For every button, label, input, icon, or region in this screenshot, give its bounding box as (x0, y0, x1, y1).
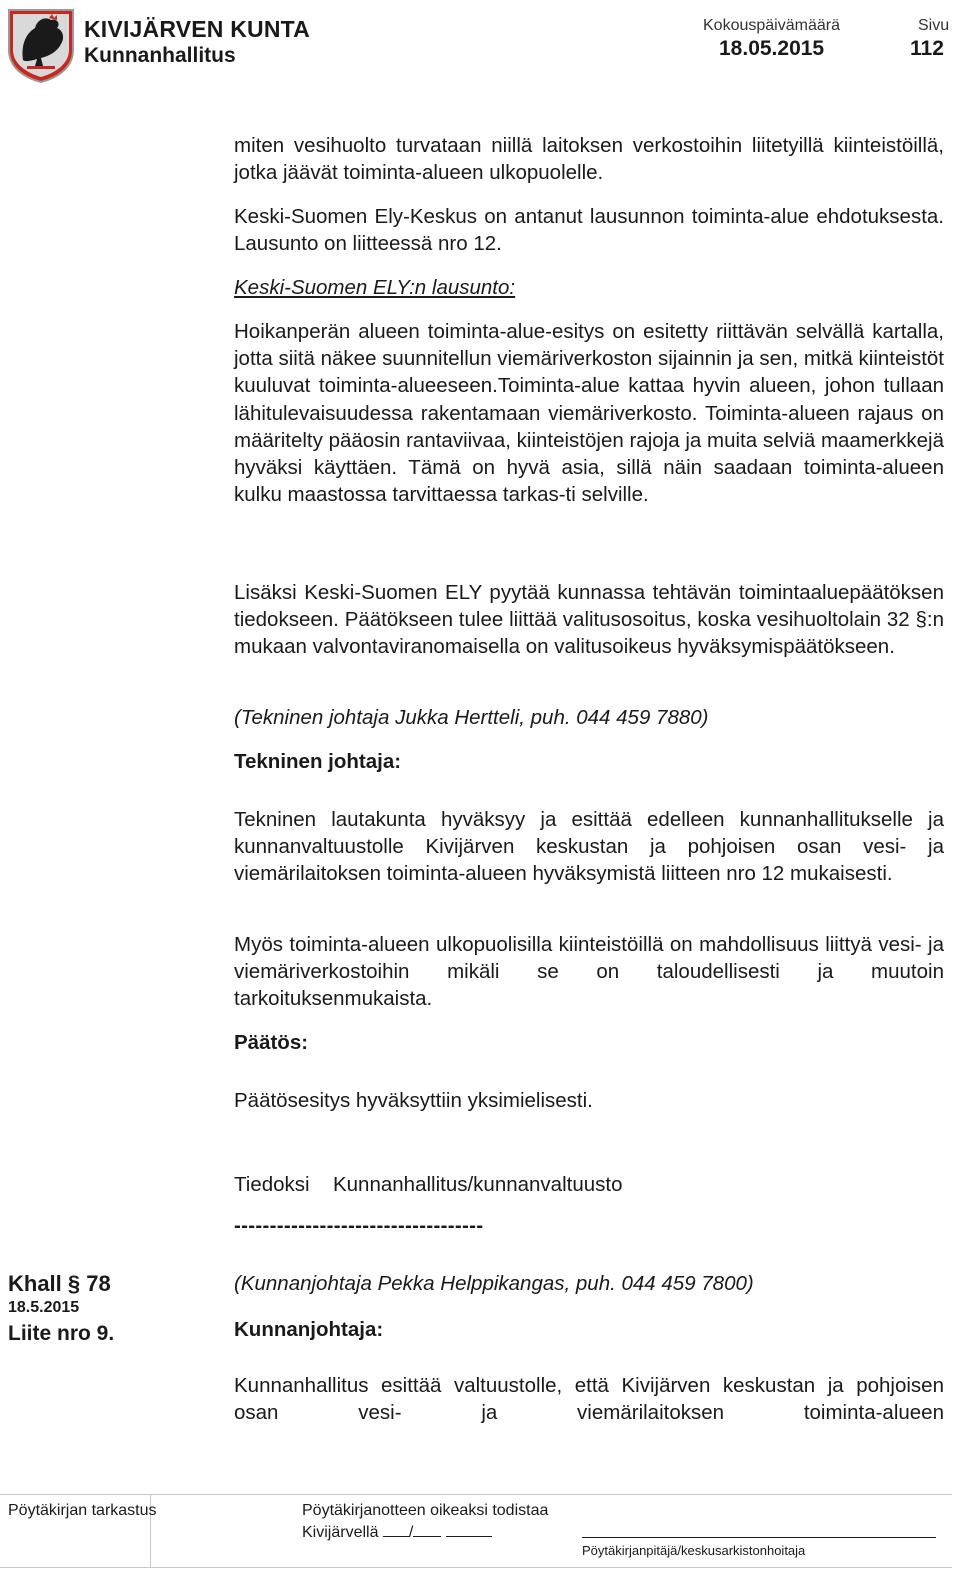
footer-signer-title: Pöytäkirjanpitäjä/keskusarkistonhoitaja (582, 1543, 806, 1558)
technical-director-contact: (Tekninen johtaja Jukka Hertteli, puh. 044 459 7880) (234, 706, 709, 729)
page-number: 112 (910, 37, 944, 60)
organization-unit: Kunnanhallitus (84, 44, 236, 67)
section-number: Khall § 78 (8, 1271, 111, 1296)
municipal-manager-heading: Kunnanjohtaja: (234, 1318, 384, 1341)
section-date: 18.5.2015 (8, 1299, 80, 1316)
decision-heading: Päätös: (234, 1031, 309, 1054)
footer-place: Kivijärvellä (302, 1524, 379, 1541)
organization-name: KIVIJÄRVEN KUNTA (84, 16, 310, 42)
municipal-manager-proposal: Kunnanhallitus esittää valtuustolle, että Kivijärven keskustan ja pohjoisen osan vesi- ja viemärilaitoksen toiminta-alueen (234, 1374, 944, 1425)
ely-statement-text: Hoikanperän alueen toiminta-alue-esitys on esitetty riittävän selvällä kartalla, jotta siitä näkee suunnitellun viemäriverkoston sijainnin ja sen, mitkä kiinteistöt kuuluvat toiminta-alueeseen.Toiminta-alue kattaa hyvin alueen, johon tullaan lähitulevaisuudessa rakentamaan viemäriverkosto. Toiminta-alueen rajaus on määritelty pääosin rantaviivaa, kiinteistöjen rajoja ja muita selviä maamerkkejä hyväksi käyttäen. Tämä on hyvä asia, sillä näin saadaan toiminta-alueen kulku maastossa tarvittaessa tarkas-ti selville. (234, 320, 944, 507)
paragraph-1: miten vesihuolto turvataan niillä laitoksen verkostoihin liitetyillä kiinteistöillä, jotka jäävät toiminta-alueen ulkopuolelle. (234, 134, 944, 185)
municipality-crest-logo (5, 6, 77, 84)
ely-statement-heading: Keski-Suomen ELY:n lausunto: (234, 276, 516, 299)
attachment-number: Liite nro 9. (8, 1322, 115, 1345)
year-blank (446, 1522, 492, 1537)
footer-certification-label: Pöytäkirjanotteen oikeaksi todistaa (302, 1502, 549, 1519)
paragraph-outside-properties: Myös toiminta-alueen ulkopuolisilla kiinteistöillä on mahdollisuus liittyä vesi- ja viemäriverkostoihin mikäli se on taloudellisesti ja muutoin tarkoituksenmukaista. (234, 933, 944, 1011)
section-separator: ----------------------------------- (234, 1214, 484, 1237)
technical-director-proposal: Tekninen lautakunta hyväksyy ja esittää edelleen kunnanhallitukselle ja kunnanvaltuustolle Kivijärven keskustan ja pohjoisen osan vesi- ja viemärilaitoksen toiminta-alueen hyväksymistä liitteen nro 12 mukaisesti. (234, 808, 944, 886)
footer-place-date (302, 1522, 492, 1542)
page-label: Sivu (918, 17, 950, 34)
decision-text: Päätösesitys hyväksyttiin yksimielisesti. (234, 1089, 593, 1112)
meeting-date-label: Kokouspäivämäärä (703, 17, 840, 34)
month-blank (413, 1522, 441, 1537)
technical-director-heading: Tekninen johtaja: (234, 750, 402, 773)
paragraph-ely-request: Lisäksi Keski-Suomen ELY pyytää kunnassa tehtävän toimintaaluepäätöksen tiedokseen. Päätökseen tulee liittää valitusosoitus, koska vesihuoltolain 32 §:n mukaan valvontaviranomaisella on valitusoikeus hyväksymispäätökseen. (234, 581, 944, 659)
tiedoksi-row (234, 1173, 622, 1197)
tiedoksi-label: Tiedoksi (234, 1173, 310, 1196)
tiedoksi-value: Kunnanhallitus/kunnanvaltuusto (332, 1173, 623, 1196)
day-blank (383, 1522, 409, 1537)
date-separator: / (408, 1524, 414, 1541)
paragraph-2: Keski-Suomen Ely-Keskus on antanut lausunnon toiminta-alue ehdotuksesta. Lausunto on liitteessä nro 12. (234, 205, 944, 256)
meeting-date-value: 18.05.2015 (719, 37, 825, 60)
footer-review-label: Pöytäkirjan tarkastus (8, 1502, 157, 1519)
signature-line (582, 1537, 936, 1538)
municipal-manager-contact: (Kunnanjohtaja Pekka Helppikangas, puh. 044 459 7800) (234, 1272, 754, 1295)
